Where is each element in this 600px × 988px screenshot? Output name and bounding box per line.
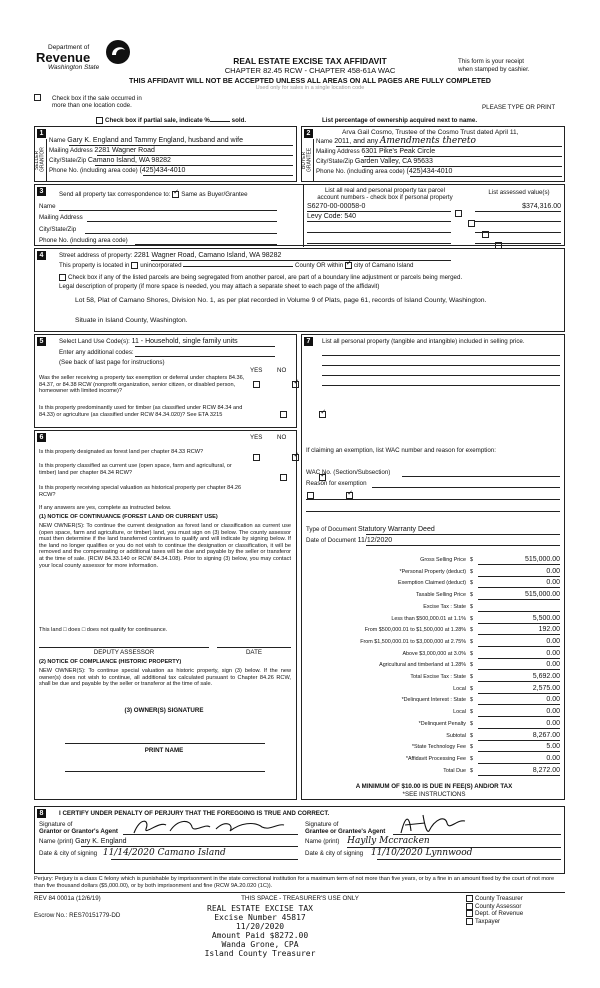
calc-value[interactable]: 0.00 [478,567,560,577]
s6-yes-header: YES [250,434,263,441]
stamp-line: REAL ESTATE EXCISE TAX [207,904,313,913]
parcel-header-1: List all real and personal property tax parcel [324,187,446,194]
segregated-label: Check box if any of the listed parcels are being segregated from another parcel, are part of a boundary line adjustment or parcels being merged. [68,274,463,282]
calc-value[interactable]: 5,500.00 [478,614,560,624]
buyer-city-row[interactable] [316,158,433,165]
doc-type-label: Type of Document [306,526,357,533]
calc-row [302,660,566,672]
land-use-code-value[interactable]: 11 - Household, single family units [131,338,238,345]
buyer-name-line2[interactable]: 2011, and any [334,138,379,145]
calc-value[interactable]: 0.00 [478,707,560,717]
calc-row [302,614,566,626]
calc-label: *Delinquent Penalty [418,720,466,727]
print-name-label: PRINT NAME [144,747,184,754]
doc-type-row[interactable] [306,526,435,533]
dollar-sign: $ [470,720,473,727]
buyer-side-label: BUYER GRANTEE [301,147,313,173]
calc-row [302,766,566,778]
perjury-note: Perjury: Perjury is a class C felony which is punishable by imprisonment in the state correctional institution for a maximum term of not more than five years, or by a fine in an amount fixed by the court of not more than five thousand dollars ($5,000.00), or by both imprisonment and fine (RCW 9A.20.020 (1C)). [34,876,555,889]
unincorporated-label: unincorporated [140,262,182,270]
multi-location-label-2: more than one location code. [52,102,132,109]
calc-row [302,754,566,766]
notice2-title: (2) NOTICE OF COMPLIANCE (HISTORIC PROPERTY) [39,659,182,665]
copy-county-assessor[interactable]: County Assessor [466,903,523,911]
calc-row [302,684,566,696]
stamp-line: Wanda Grone, CPA [221,940,299,949]
parcel-number-1[interactable]: S6270-00-00058-0 [307,203,366,210]
deputy-assessor-label: DEPUTY ASSESSOR [93,649,155,656]
dollar-sign: $ [470,592,473,599]
treasurer-stamp [160,904,360,958]
calc-label: Excise Tax : State [423,603,466,610]
landuse-q1-yes[interactable] [253,381,260,388]
calc-value[interactable] [478,602,560,612]
seller-address-label: Mailing Address [49,147,93,154]
see-back-label: (See back of last page for instructions) [59,359,165,366]
seller-phone-value[interactable]: (425)434-4010 [139,167,186,174]
calc-label: Gross Selling Price [420,557,466,563]
section-number-4: 4 [37,251,46,260]
deputy-date-label: DATE [245,649,263,656]
dollar-sign: $ [470,557,473,563]
s6-if-yes: If any answers are yes, complete as instructed below. [39,505,172,511]
notice1-title: (1) NOTICE OF CONTINUANCE (FOREST LAND OR CURRENT USE) [39,514,218,520]
levy-code[interactable]: Levy Code: 540 [307,213,357,220]
s6-q1-no[interactable] [292,454,299,461]
receipt-note-2: when stamped by cashier. [458,66,530,73]
escrow-number: Escrow No.: RES70151779-DD [34,912,121,919]
section-number-2: 2 [304,129,313,138]
city-of-label: city of Camano Island [353,262,414,270]
section-number-1: 1 [37,129,46,138]
form-subwarning: Used only for sales in a single location code [255,85,365,91]
s6-q1: Is this property designated as forest land per chapter 84.33 RCW? [39,449,204,455]
correspondence-label: Send all property tax correspondence to: [59,191,171,199]
form-warning: THIS AFFIDAVIT WILL NOT BE ACCEPTED UNLESS ALL AREAS ON ALL PAGES ARE FULLY COMPLETED [129,76,491,85]
calc-label: Exemption Claimed (deduct) [397,580,466,587]
calc-value[interactable]: 8,272.00 [478,766,560,776]
grantee-date-row[interactable] [305,850,472,857]
seller-side-label: SELLER GRANTOR [34,147,46,173]
buyer-phone-row[interactable] [316,168,452,175]
grantor-sig-label2: Grantor or Grantor's Agent [39,828,118,835]
grantee-date-label: Date & city of signing [305,850,364,857]
corr-name-label: Name [39,203,56,210]
calc-value[interactable]: 192.00 [478,625,560,635]
correspondence-section [34,184,565,246]
dollar-sign: $ [470,674,473,680]
segregated-row[interactable] [59,274,462,282]
partial-sale-sold: sold. [231,117,247,125]
correspondence-row[interactable] [59,191,248,199]
calc-label: *Affidavit Processing Fee [405,755,466,762]
dollar-sign: $ [470,603,473,610]
legal-description-label: Legal description of property (if more space is needed, you may attach a separate sheet to each page of the affidavit) [59,283,380,290]
land-use-section [34,334,297,428]
calc-value[interactable]: 0.00 [478,637,560,647]
calc-row [302,555,566,567]
landuse-yes-header: YES [250,367,263,374]
buyer-address-value[interactable]: 6301 Pike's Peak Circle [361,148,436,155]
stamp-line: Island County Treasurer [204,949,316,958]
landuse-q1-no[interactable] [292,381,299,388]
form-chapter: CHAPTER 82.45 RCW - CHAPTER 458-61A WAC [224,66,396,75]
copy-distribution [466,895,523,925]
s6-q1-yes[interactable] [253,454,260,461]
dollar-sign: $ [470,685,473,692]
parcel-header-2: account numbers - check box if personal property [317,194,453,201]
landuse-q2-yes[interactable] [280,411,287,418]
calc-label: Above $3,000,000 at 3.0% [402,650,466,657]
unincorporated-checkbox[interactable] [131,262,138,269]
calc-value[interactable]: 5,692.00 [478,672,560,682]
calc-label: From $1,500,000.01 to $3,000,000 at 2.75% [360,638,466,645]
calc-value[interactable]: 515,000.00 [478,590,560,600]
calc-label: Taxable Selling Price [415,592,466,599]
doc-date-row[interactable] [306,537,392,544]
grantee-name-label: Name (print) [305,838,340,845]
multi-location-checkbox-row[interactable] [34,94,43,102]
street-address-row[interactable] [59,252,281,259]
dollar-sign: $ [470,580,473,587]
buyer-city-value[interactable]: Garden Valley, CA 95633 [354,158,433,165]
buyer-section [301,126,565,182]
same-as-buyer-label: Same as Buyer/Grantee [181,191,248,199]
calc-label: *Personal Property (deduct) [399,568,466,575]
dollar-sign: $ [470,767,473,774]
seller-city-value[interactable]: Camano Island, WA 98282 [87,157,171,164]
dollar-sign: $ [470,697,473,704]
stamp-line: 11/20/2020 [235,922,285,931]
same-as-buyer-checkbox[interactable] [172,191,179,198]
seller-phone-label: Phone No. (including area code) [49,167,138,174]
grantor-name-label: Name (print) [39,838,74,845]
treasurer-space: THIS SPACE - TREASURER'S USE ONLY [241,895,359,902]
partial-sale-row[interactable] [96,117,246,125]
corr-city-label: City/State/Zip [39,226,77,233]
calc-row [302,731,566,743]
property-section [34,248,565,332]
calc-row [302,602,566,614]
legal-description-line2[interactable]: Situate in Island County, Washington. [75,317,188,324]
calc-row [302,649,566,661]
multi-location-label-1: Check box if the sale occurred in [52,95,142,102]
buyer-phone-value[interactable]: (425)434-4010 [406,168,453,175]
additional-codes-label: Enter any additional codes: [59,349,134,356]
section-number-7: 7 [304,337,313,346]
section-8 [34,806,565,874]
logo-state-line: Washington State [48,64,100,71]
seller-address-value[interactable]: 2281 Wagner Road [94,147,155,154]
multi-location-checkbox[interactable] [34,94,41,101]
wac-label: WAC No. (Section/Subsection) [306,469,391,476]
street-address-label: Street address of property: [59,252,133,259]
assessed-header: List assessed value(s) [488,189,550,196]
grantee-date-handwritten: 11/10/2020 Lynnwood [370,848,473,858]
street-address-value[interactable]: 2281 Wagner Road, Camano Island, WA 98282 [134,252,282,259]
form-title: REAL ESTATE EXCISE TAX AFFIDAVIT [233,56,387,66]
dollar-sign: $ [470,744,473,751]
grantee-sig-label2: Grantee or Grantee's Agent [305,828,386,835]
grantor-sig-label1: Signature of [39,821,73,828]
s6-q3: Is this property receiving special valuation as historical property per chapter 84.26 RCW? [39,485,242,498]
city-of-checkbox[interactable] [345,262,352,269]
partial-sale-label: Check box if partial sale, indicate % [105,117,210,125]
seller-city-label: City/State/Zip [49,157,87,164]
rev-number: REV 84 0001a (12/6/19) [34,895,101,902]
grantor-date-row[interactable] [39,850,226,857]
doc-date-value[interactable]: 11/12/2020 [357,537,393,544]
buyer-phone-label: Phone No. (including area code) [316,168,405,175]
owner-signature-label: (3) OWNER(S) SIGNATURE [124,707,204,714]
landuse-q1: Was the seller receiving a property tax exemption or deferral under chapters 84.36, 84.37, or 84.38 RCW (nonprofit organization, senior citizen, or disabled person, homeowner with limited income)? [39,375,245,395]
landuse-no-header: NO [277,367,287,374]
section-number-5: 5 [37,337,46,346]
dollar-sign: $ [470,732,473,739]
buyer-address-row[interactable] [316,148,435,155]
doc-type-value[interactable]: Statutory Warranty Deed [357,526,435,533]
copy-taxpayer[interactable]: Taxpayer [466,918,523,926]
calc-value[interactable]: 0.00 [478,754,560,764]
calc-value[interactable]: 0.00 [478,578,560,588]
seller-name-value[interactable]: Gary K. England and Tammy England, husband and wife [67,137,244,144]
legal-description-line1[interactable]: Lot 58, Plat of Camano Shores, Division No. 1, as per plat recorded in Volume 9 of Plats, page 61, records of Island County, Washington. [75,297,487,304]
calc-value[interactable]: 0.00 [478,719,560,729]
calc-label: From $500,000.01 to $1,500,000 at 1.28% [364,627,466,634]
calc-value[interactable]: 515,000.00 [478,555,560,565]
calc-row [302,625,566,637]
county-or-label: County OR within [295,262,344,270]
grantee-name-handwritten: Haylly Mccracken [347,836,430,846]
dollar-sign: $ [470,638,473,645]
calc-label: Total Due [443,767,466,774]
copy-county-treasurer[interactable]: County Treasurer [466,895,523,903]
calc-value[interactable]: 2,575.00 [478,684,560,694]
grantor-name-row[interactable] [39,838,127,845]
grantor-date-handwritten: 11/14/2020 Camano Island [102,848,226,858]
buyer-address-label: Mailing Address [316,148,360,155]
list-percentage-note: List percentage of ownership acquired next to name. [322,117,478,124]
calc-row [302,567,566,579]
seller-name-row[interactable] [49,137,293,144]
calc-label: Agricultural and timberland at 1.28% [379,662,466,669]
grantee-sig-label1: Signature of [305,821,339,828]
grantor-name-value[interactable]: Gary K. England [75,838,127,845]
dollar-sign: $ [470,755,473,762]
minimum-note: A MINIMUM OF $10.00 IS DUE IN FEE(S) AND/OR TAX [355,783,513,790]
s6-q2: Is this property classified as current use (open space, farm and agricultural, or timber) land per chapter 84.34 RCW? [39,463,232,476]
landuse-q2: Is this property predominantly used for timber (as classified under RCW 84.34 and 84.33) or agriculture (as classified under RCW 84.34.020)? See ETA 3215 [39,405,243,418]
assessed-value-1[interactable]: $374,316.00 [522,203,561,210]
calc-value[interactable]: 8,267.00 [478,731,560,741]
buyer-name-label: Name [316,138,333,145]
section-number-8: 8 [37,809,46,818]
seller-address-row[interactable] [49,147,155,154]
calc-row [302,672,566,684]
calc-row [302,695,566,707]
personal-property-label: List all personal property (tangible and intangible) included in selling price. [322,338,525,345]
buyer-city-label: City/State/Zip [316,158,354,165]
seller-name-label: Name [49,137,66,144]
please-type: PLEASE TYPE OR PRINT [482,104,556,111]
calc-value[interactable]: 0.00 [478,649,560,659]
seller-section [34,126,297,182]
logo-dept-line: Department of [48,44,90,51]
section-7 [301,334,565,800]
see-instructions: *SEE INSTRUCTIONS [402,791,466,798]
certify-statement: I CERTIFY UNDER PENALTY OF PERJURY THAT THE FOREGOING IS TRUE AND CORRECT. [59,810,330,817]
calc-row [302,707,566,719]
corr-phone-label: Phone No. (including area code) [39,237,128,244]
calc-label: Local [453,709,466,716]
located-row[interactable] [59,262,413,270]
segregated-checkbox[interactable] [59,274,66,281]
calc-value[interactable]: 0.00 [478,695,560,705]
dollar-sign: $ [470,662,473,669]
copy-dept-revenue[interactable]: Dept. of Revenue [466,910,523,918]
revenue-swirl-icon [104,38,132,66]
calc-label: Less than $500,000.01 at 1.1% [391,615,466,622]
calc-label: *Delinquent Interest : State [401,697,466,704]
calc-label: Total Excise Tax : State [410,674,466,680]
s6-q2-yes[interactable] [280,474,287,481]
partial-sale-checkbox[interactable] [96,117,103,124]
calc-row [302,637,566,649]
calc-value[interactable]: 5.00 [478,742,560,752]
located-label: This property is located in [59,262,130,270]
reason-label: Reason for exemption [306,480,367,487]
calc-label: Local [453,685,466,692]
seller-city-row[interactable] [49,157,171,164]
buyer-name-row[interactable] [316,138,476,145]
land-use-code-label: Select Land Use Code(s): [59,338,130,345]
dollar-sign: $ [470,650,473,657]
calc-label: Subtotal [446,732,466,739]
qualify-statement: This land □ does □ does not qualify for continuance. [39,627,168,633]
seller-phone-row[interactable] [49,167,185,174]
doc-date-label: Date of Document [306,537,356,544]
calc-row [302,742,566,754]
grantor-date-label: Date & city of signing [39,850,98,857]
parcel-1-personal-checkbox[interactable] [455,210,462,217]
dollar-sign: $ [470,615,473,622]
calc-label: *State Technology Fee [411,744,466,751]
buyer-name-line1[interactable]: Arva Gail Cosmo, Trustee of the Cosmo Trust dated April 11, [342,129,519,136]
section-number-6: 6 [37,433,46,442]
notice1-body: NEW OWNER(S): To continue the current designation as forest land or classification as current use (open space, farm and agriculture, or timber) land, you must sign on (3) below. The county assessor must then determine if the land transferred continues to qualify and will indicate by signing below. If the land no longer qualifies or you do not wish to continue the designation or classification, it will be removed and the compensating or additional taxes will be due and payable by the seller or transferor at the time of sale. (RCW 84.33.140 or RCW 84.34.108). Prior to signing (3) below, you may contact your local county assessor for more information. [39,523,291,569]
grantee-name-row[interactable] [305,838,430,845]
dollar-sign: $ [470,627,473,634]
notice2-body: NEW OWNER(S): To continue special valuation as historic property, sign (3) below. If the new owner(s) does not wish to continue, all additional tax calculated pursuant to Chapter 84.26 RCW, shall be due and payable by the seller or transferor at the time of sale. [39,668,291,688]
section-6 [34,430,297,800]
s6-no-header: NO [277,434,287,441]
calc-row [302,719,566,731]
exemption-question: If claiming an exemption, list WAC number and reason for exemption: [306,447,496,454]
dollar-sign: $ [470,568,473,575]
receipt-note-1: This form is your receipt [458,58,525,65]
land-use-code-row[interactable] [59,338,238,345]
calc-row [302,590,566,602]
corr-address-label: Mailing Address [39,214,83,221]
revenue-logo [34,36,134,76]
buyer-name-handwritten: Amendments thereto [379,136,476,146]
calc-value[interactable]: 0.00 [478,660,560,670]
logo-revenue-word: Revenue [36,50,91,65]
section-number-3: 3 [37,187,46,196]
dollar-sign: $ [470,709,473,716]
stamp-line: Excise Number 45817 [214,913,306,922]
calc-row [302,578,566,590]
stamp-line: Amount Paid $8272.00 [211,931,309,940]
